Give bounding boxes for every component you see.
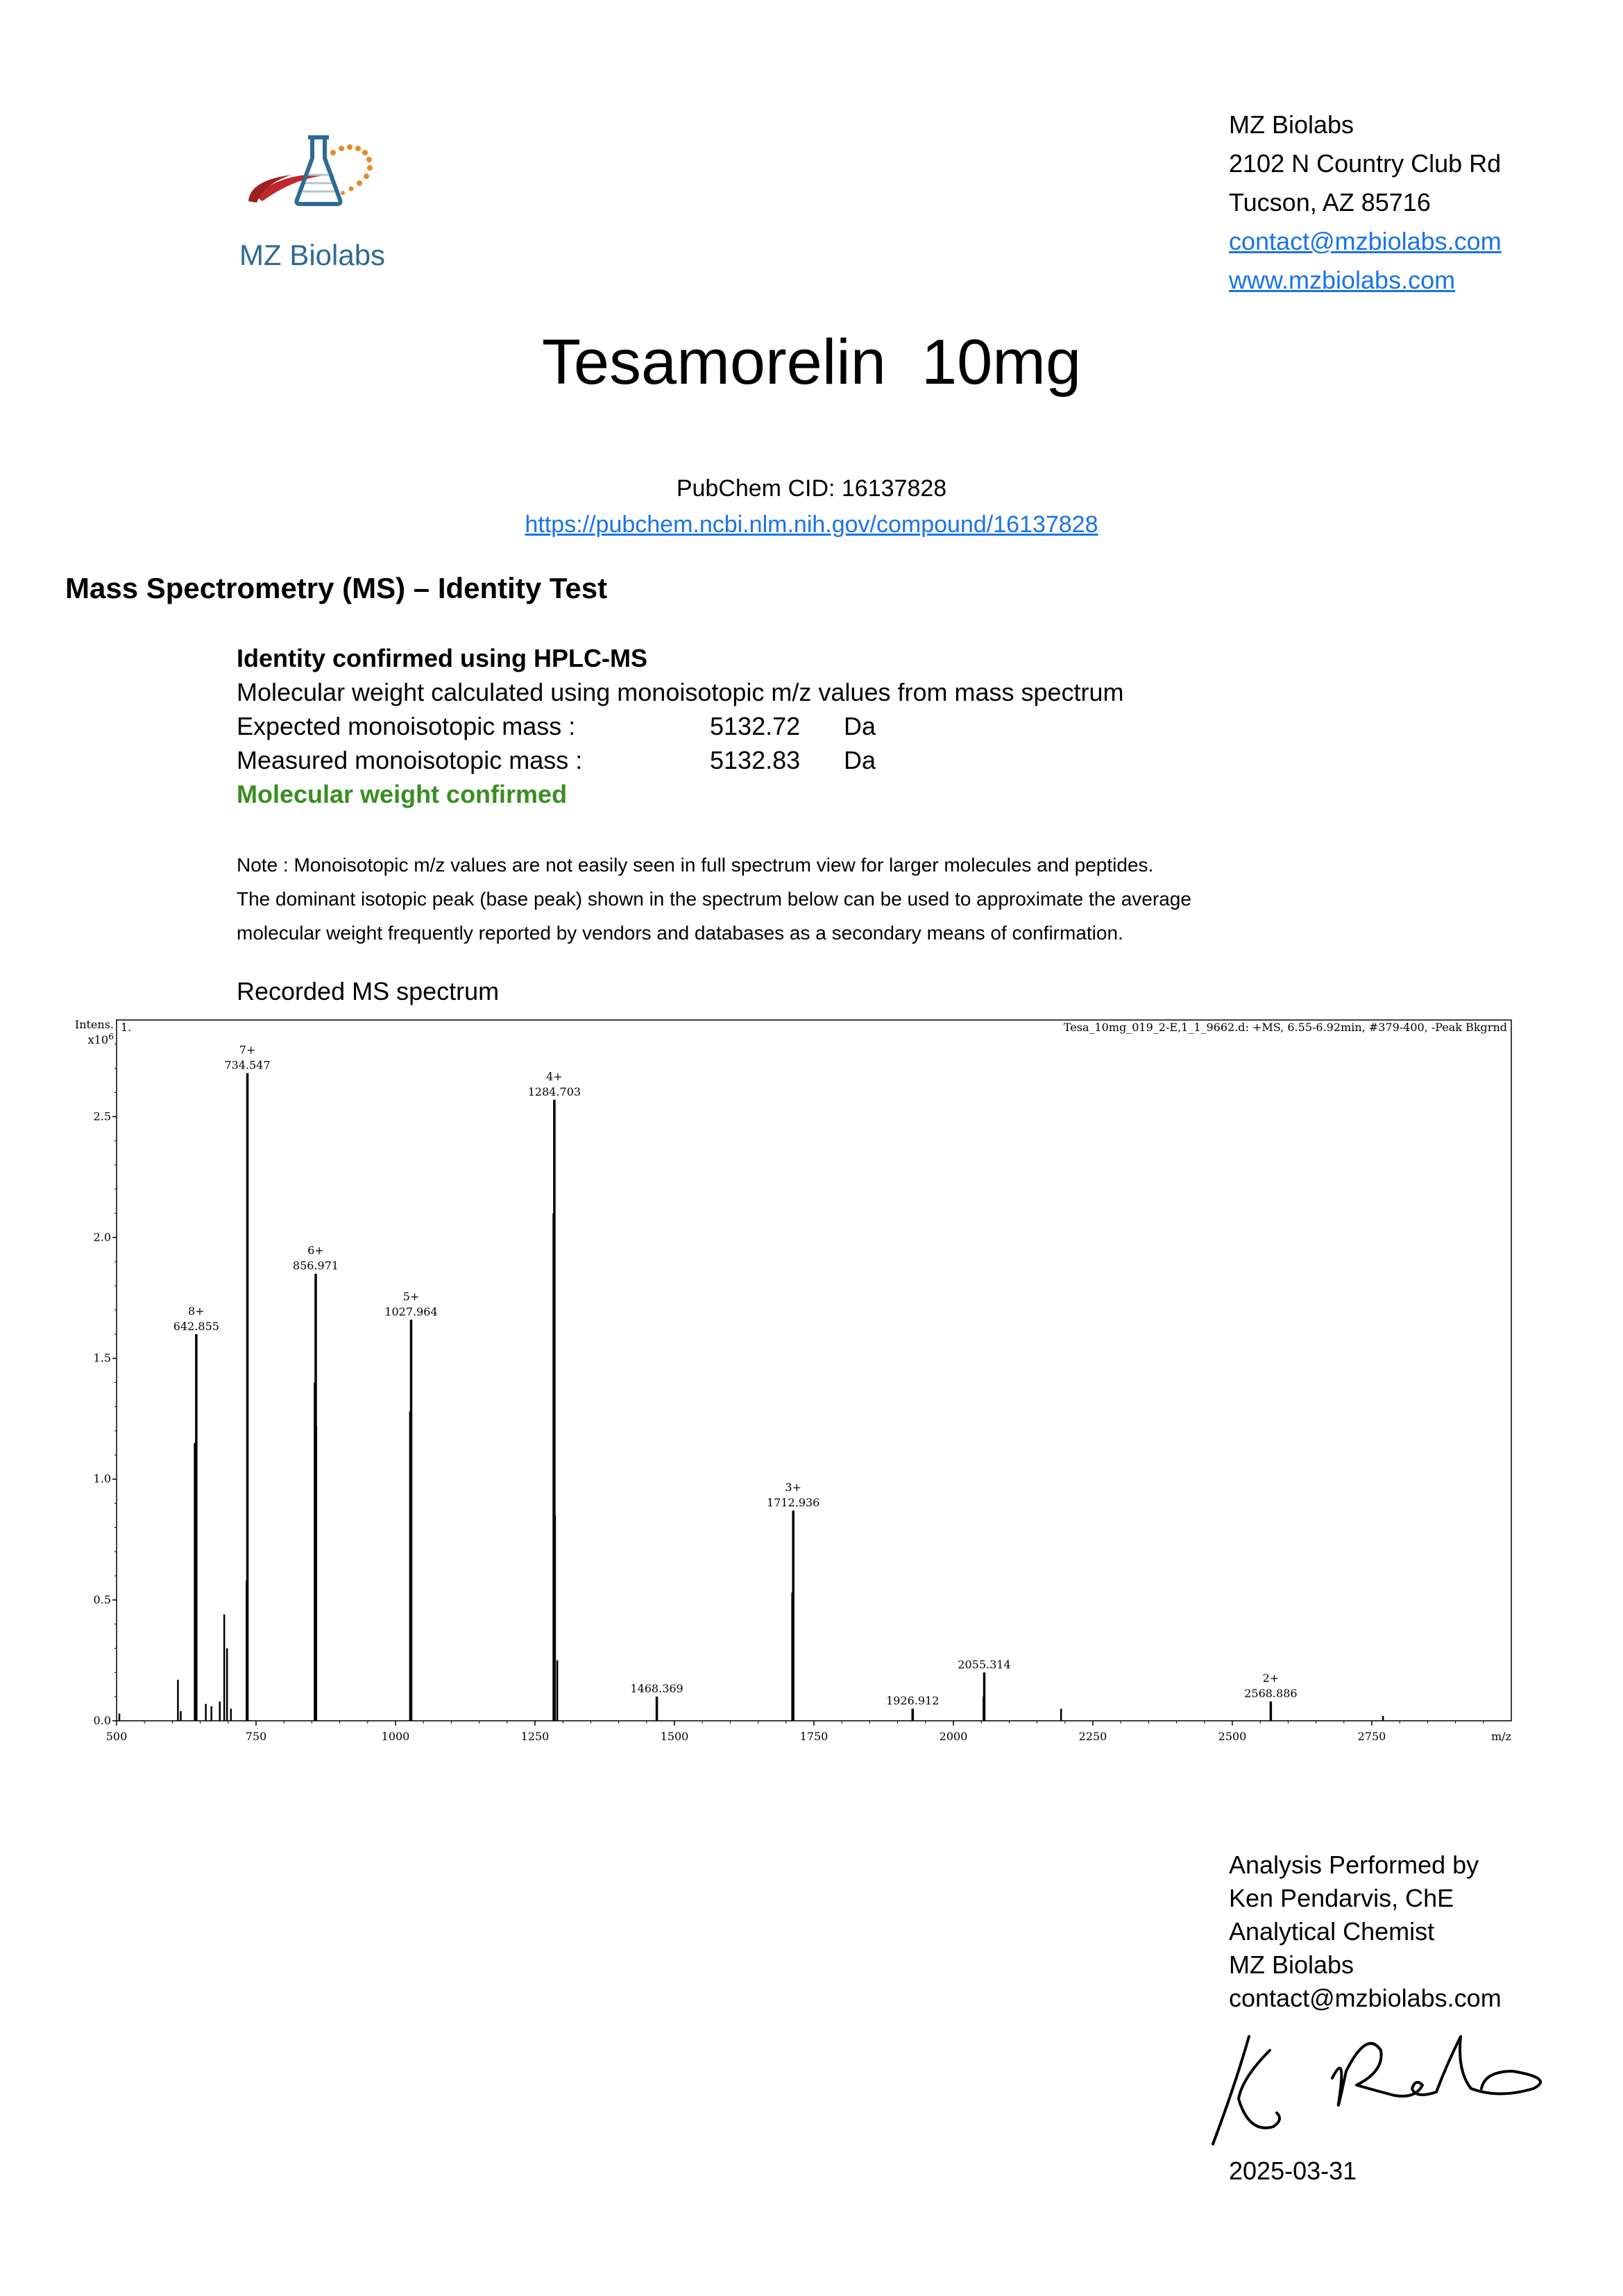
identity-results — [237, 641, 1124, 811]
peak-charge-label: 5+ — [402, 1289, 420, 1303]
measured-mass-label: Measured monoisotopic mass : — [237, 746, 583, 774]
peak-mz-label: 1712.936 — [767, 1496, 820, 1509]
analyst-name: Ken Pendarvis, ChE — [1229, 1884, 1454, 1912]
ms-spectrum-chart — [62, 1010, 1520, 1752]
expected-mass-unit: Da — [844, 712, 876, 740]
peak-charge-label: 3+ — [785, 1481, 801, 1494]
note-text — [237, 848, 1191, 950]
y-tick-label: 1.5 — [93, 1351, 111, 1365]
handwritten-signature — [1207, 2023, 1568, 2154]
signoff-line-1: Analysis Performed by — [1229, 1851, 1479, 1879]
logo-text: MZ Biolabs — [239, 239, 386, 271]
expected-mass-value: 5132.72 — [710, 712, 801, 740]
pubchem-link[interactable]: https://pubchem.ncbi.nlm.nih.gov/compound/16137828 — [525, 511, 1098, 538]
note-line-3: molecular weight frequently reported by vendors and databases as a secondary means of confirmation. — [237, 922, 1123, 944]
peak-charge-label: 6+ — [307, 1243, 324, 1257]
street-address: 2102 N Country Club Rd — [1229, 149, 1502, 178]
y-tick-label: 1.0 — [93, 1472, 111, 1486]
x-tick-label: 2500 — [1218, 1730, 1247, 1743]
y-tick-label: 2.5 — [93, 1109, 111, 1123]
plot-frame — [117, 1020, 1511, 1721]
peak-mz-label: 1027.964 — [384, 1304, 438, 1318]
peak-charge-label: 2+ — [1262, 1672, 1280, 1685]
section-title: Mass Spectrometry (MS) – Identity Test — [65, 572, 608, 604]
y-tick-label: 2.0 — [93, 1230, 111, 1244]
y-tick-label: 0.0 — [93, 1714, 111, 1727]
spectrum-header-info: Tesa_10mg_019_2-E,1_1_9662.d: +MS, 6.55-6.92min, #379-400, -Peak Bkgrnd — [1063, 1021, 1507, 1034]
x-tick-label: 750 — [245, 1730, 267, 1743]
panel-label: 1. — [121, 1021, 132, 1034]
pubchem-reference — [0, 470, 1623, 543]
email-link[interactable]: contact@mzbiolabs.com — [1229, 227, 1502, 255]
page-title: Tesamorelin 10mg — [541, 327, 1082, 398]
company-name: MZ Biolabs — [1229, 110, 1354, 139]
peak-mz-label: 1926.912 — [886, 1694, 940, 1708]
peak-charge-label: 7+ — [239, 1043, 256, 1057]
peak-mz-label: 2055.314 — [958, 1658, 1011, 1672]
analysis-signoff — [1229, 1848, 1502, 2015]
x-tick-label: 1500 — [660, 1730, 689, 1743]
method-description: Molecular weight calculated using monoisotopic m/z values from mass spectrum — [237, 678, 1124, 706]
company-address — [1229, 105, 1502, 300]
peak-mz-label: 2568.886 — [1244, 1687, 1298, 1701]
report-date: 2025-03-31 — [1229, 2157, 1357, 2185]
measured-mass-unit: Da — [844, 746, 876, 774]
expected-mass-row — [237, 709, 1124, 743]
peak-mz-label: 734.547 — [224, 1058, 271, 1072]
y-scale-label: x10 — [87, 1033, 108, 1046]
pubchem-cid: PubChem CID: 16137828 — [676, 475, 947, 502]
x-tick-label: 500 — [105, 1730, 128, 1743]
note-line-1: Note : Monoisotopic m/z values are not easily seen in full spectrum view for larger molecules and peptides. — [237, 854, 1154, 876]
peak-mz-label: 1284.703 — [527, 1085, 581, 1098]
y-tick-label: 0.5 — [93, 1592, 111, 1606]
y-axis-label: Intens. — [74, 1018, 114, 1031]
city-state-zip: Tucson, AZ 85716 — [1229, 188, 1431, 216]
note-line-2: The dominant isotopic peak (base peak) shown in the spectrum below can be used to approximate the average — [237, 888, 1191, 910]
result-status: Molecular weight confirmed — [237, 780, 568, 808]
spectrum-label: Recorded MS spectrum — [237, 977, 500, 1005]
x-tick-label: 2750 — [1357, 1730, 1386, 1743]
measured-mass-value: 5132.83 — [710, 746, 801, 774]
peak-mz-label: 1468.369 — [630, 1682, 683, 1696]
y-scale-exponent: 6 — [108, 1032, 114, 1041]
x-tick-label: 2000 — [939, 1730, 968, 1743]
peak-charge-label: 4+ — [546, 1069, 563, 1083]
x-tick-label: 1000 — [381, 1730, 410, 1743]
peak-mz-label: 642.855 — [173, 1319, 219, 1333]
expected-mass-label: Expected monoisotopic mass : — [237, 712, 576, 740]
x-tick-label: 1750 — [799, 1730, 829, 1743]
analyst-title: Analytical Chemist — [1229, 1917, 1435, 1946]
analyst-company: MZ Biolabs — [1229, 1950, 1354, 1979]
x-tick-label: 1250 — [520, 1730, 550, 1743]
identity-heading: Identity confirmed using HPLC-MS — [237, 644, 648, 672]
peak-mz-label: 856.971 — [292, 1259, 339, 1273]
peak-charge-label: 8+ — [188, 1304, 205, 1318]
analyst-email: contact@mzbiolabs.com — [1229, 1984, 1502, 2012]
x-axis-label: m/z — [1491, 1730, 1511, 1743]
measured-mass-row — [237, 743, 1124, 777]
website-link[interactable]: www.mzbiolabs.com — [1229, 266, 1456, 294]
x-tick-label: 2250 — [1078, 1730, 1107, 1743]
